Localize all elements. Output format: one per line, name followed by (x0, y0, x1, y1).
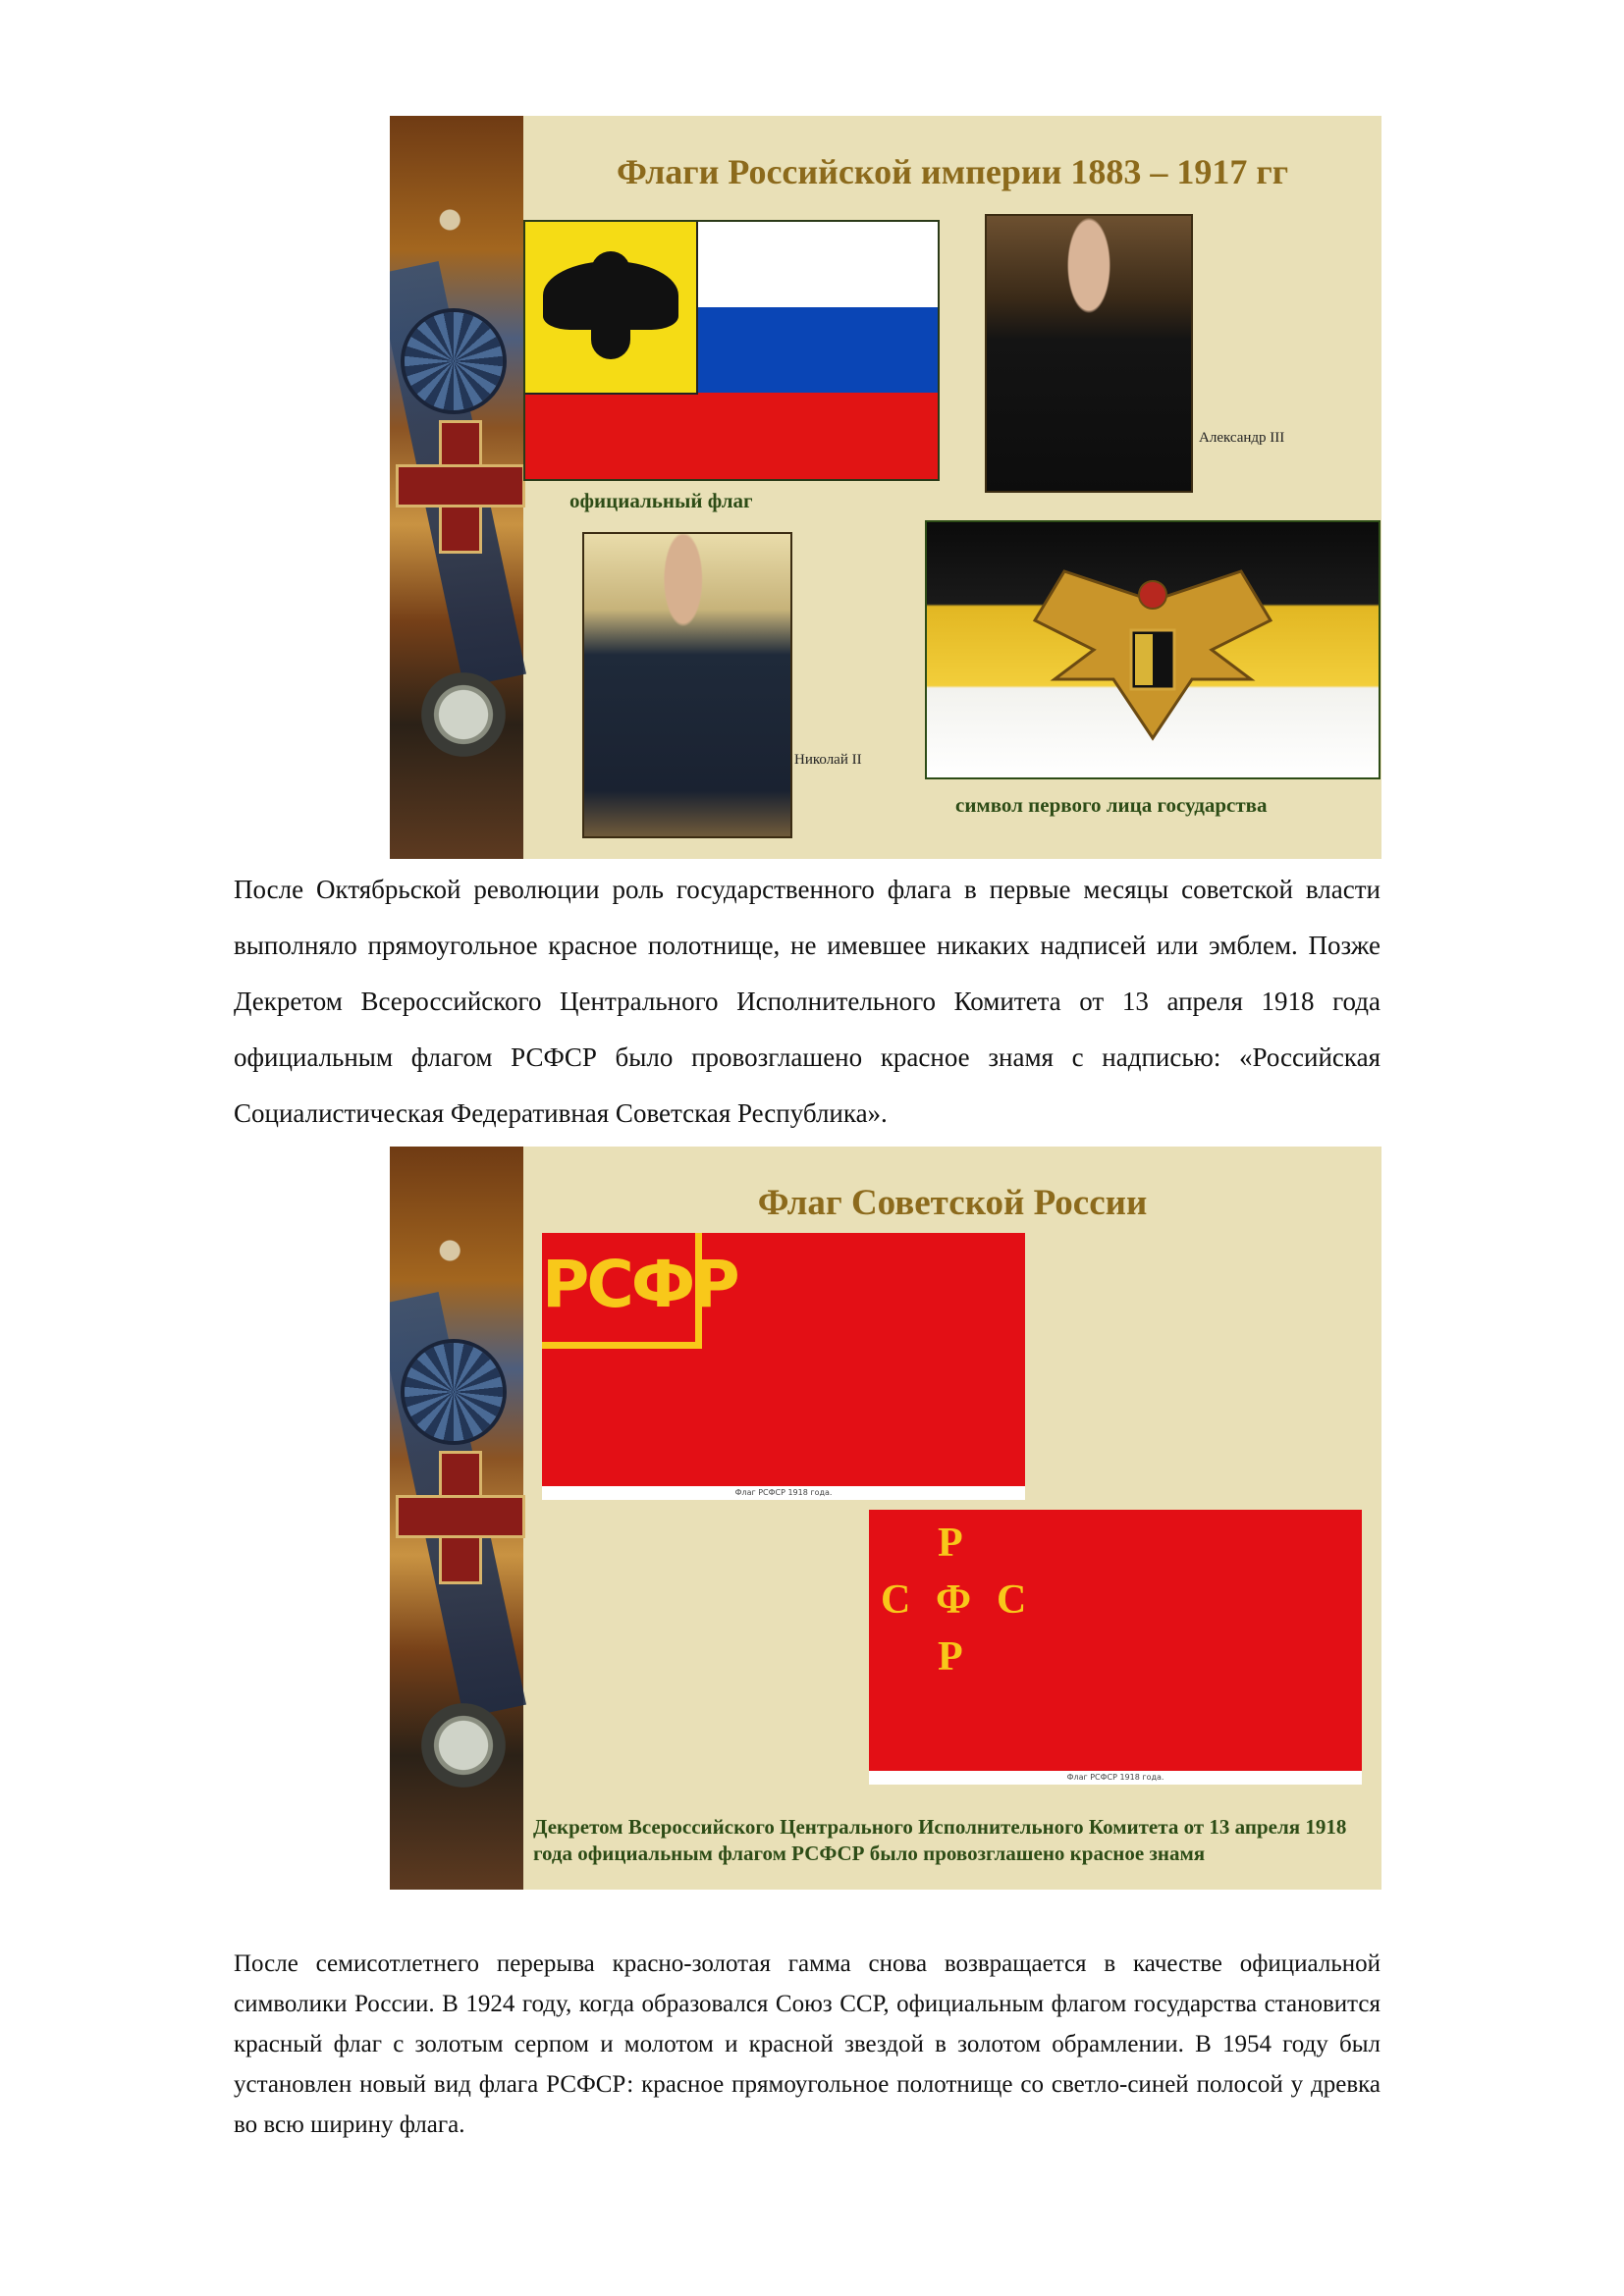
flag-red-band (525, 393, 938, 479)
golden-eagle-emblem-icon (1025, 561, 1280, 758)
order-cross-arm (396, 464, 525, 507)
decorative-medal-strip (390, 1147, 523, 1890)
official-flag-caption: официальный флаг (569, 489, 753, 512)
slide-soviet-flag (390, 1147, 1381, 1890)
decree-caption: Декретом Всероссийского Центрального Исполнительного Комитета от 13 апреля 1918 года официальным флагом РСФСР было провозглашено красное знамя (533, 1815, 1347, 1865)
letter-right: С (997, 1577, 1027, 1623)
compass-icon (414, 666, 513, 764)
paragraph-after-revolution: После Октябрьской революции роль государственного флага в первые месяцы советской власти выполняло прямоугольное красное полотнище, не имевшее никаких надписей или эмблем. Позже Декретом Всероссийского Центрального Исполнительного Комитета от 13 апреля 1918 года официальным флагом РСФСР было провозглашено красное знамя с надписью: «Российская Социалистическая Федеративная Советская Республика». (234, 875, 1380, 1128)
slide-title: Флаги Российской империи 1883 – 1917 гг (616, 152, 1289, 191)
flag-subcaption: Флаг РСФСР 1918 года. (869, 1771, 1362, 1785)
letter-top: Р (938, 1521, 963, 1566)
flag-canton (542, 1233, 737, 1349)
letter-left: С (881, 1577, 911, 1623)
nicholas-caption: Николай II (794, 752, 862, 768)
letter-bottom: Р (938, 1634, 963, 1680)
eagle-body (591, 251, 630, 359)
slide-imperial-flags (390, 116, 1381, 859)
imperial-official-flag (523, 220, 940, 481)
compass-icon (414, 1696, 513, 1794)
paragraph-red-gold-symbolism: После семисотлетнего перерыва красно-золотая гамма снова возвращается в качестве официальной символики России. В 1924 году, когда образовался Союз ССР, официальным флагом государства становится красный флаг с золотым серпом и молотом и красной звездой в золотом обрамлении. В 1954 году был установлен новый вид флага РСФСР: красное прямоугольное полотнище со светло-синей полосой у древка во всю ширину флага. (234, 1950, 1380, 2138)
order-cross-arm (396, 1495, 525, 1538)
slide-title: Флаг Советской России (757, 1183, 1148, 1223)
flag-yellow-canton (525, 222, 698, 395)
imperial-standard-flag (925, 520, 1380, 779)
alexander-caption: Александр III (1199, 430, 1285, 446)
rsfsr-flag-cross-letters-variant (869, 1510, 1362, 1782)
medal-rosette-icon (405, 312, 503, 410)
decorative-medal-strip (390, 116, 523, 859)
medal-rosette-icon (405, 1343, 503, 1441)
canton-text: РСФР (542, 1247, 737, 1322)
flag-subcaption: Флаг РСФСР 1918 года. (542, 1486, 1025, 1500)
rsfsr-flag-canton-variant (542, 1233, 1025, 1497)
symbol-caption: символ первого лица государства (955, 793, 1268, 817)
portrait-nicholas-ii (582, 532, 792, 838)
letter-center: Ф (936, 1577, 972, 1623)
portrait-alexander-iii (985, 214, 1193, 493)
